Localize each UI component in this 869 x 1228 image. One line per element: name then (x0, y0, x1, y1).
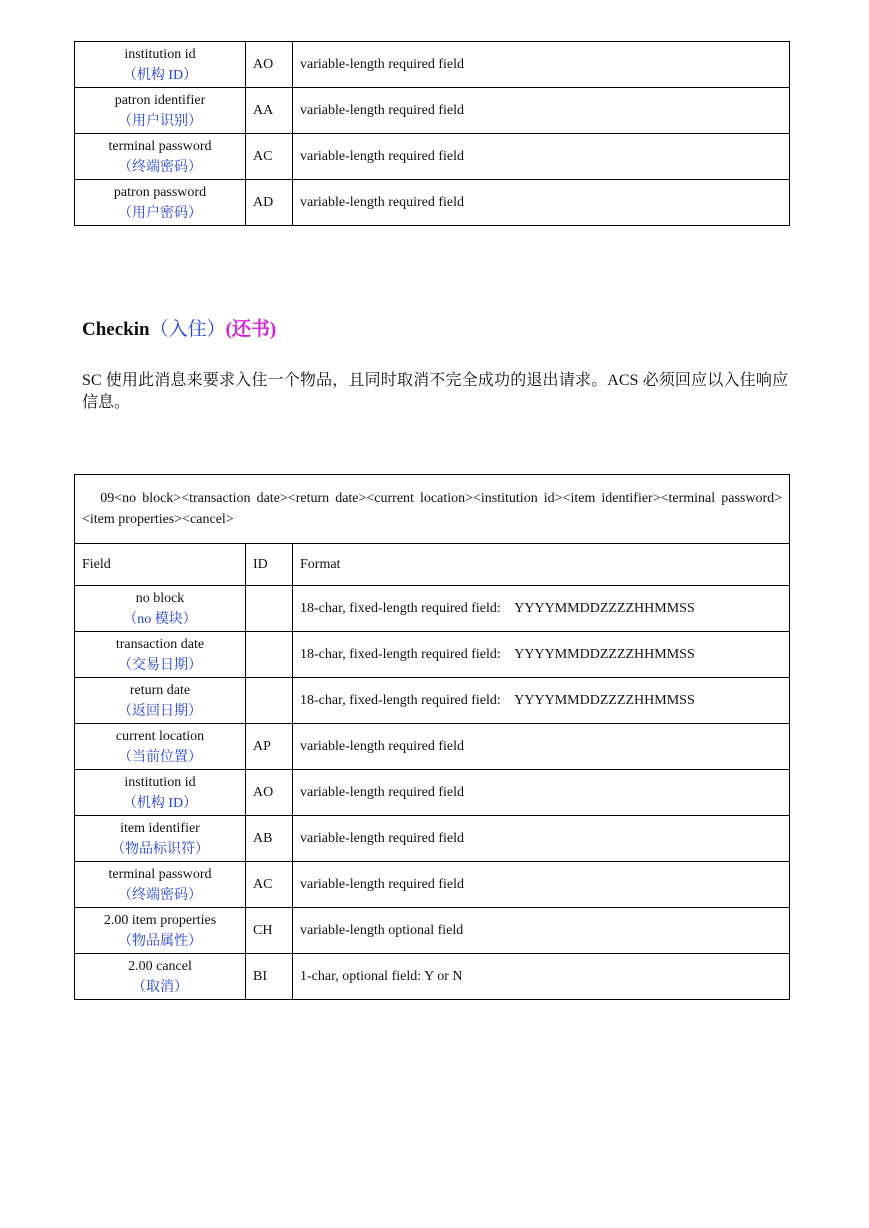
field-name-zh: （物品标识符） (111, 841, 209, 857)
id-cell: AB (246, 816, 293, 862)
field-cell (75, 724, 246, 770)
format-cell: variable-length required field (293, 724, 790, 770)
table-row (75, 134, 790, 180)
field-name-zh: （机构 ID） (122, 67, 198, 83)
field-name-zh: （用户密码） (118, 205, 202, 221)
field-name-zh: （机构 ID） (122, 795, 198, 811)
id-cell: AO (246, 42, 293, 88)
table-row (75, 586, 790, 632)
field-cell (75, 770, 246, 816)
format-cell: variable-length required field (293, 42, 790, 88)
format-cell: variable-length required field (293, 134, 790, 180)
id-cell: AD (246, 180, 293, 226)
field-name-zh: （返回日期） (118, 703, 202, 719)
field-name: patron password (113, 184, 207, 200)
format-cell: variable-length required field (293, 770, 790, 816)
header-format: Format (293, 544, 790, 586)
id-cell: AC (246, 134, 293, 180)
field-cell (75, 42, 246, 88)
table-row (75, 632, 790, 678)
format-cell: variable-length required field (293, 816, 790, 862)
id-cell: AO (246, 770, 293, 816)
format-cell: variable-length required field (293, 88, 790, 134)
section-title-en: Checkin (82, 319, 150, 340)
field-name: terminal password (108, 138, 212, 154)
field-name: return date (129, 682, 191, 698)
field-cell (75, 134, 246, 180)
field-cell (75, 954, 246, 1000)
format-cell: 18-char, fixed-length required field: YYYYMMDDZZZZHHMMSS (293, 678, 790, 724)
section-title-zh-alt: (还书) (225, 319, 277, 340)
id-cell: CH (246, 908, 293, 954)
command-syntax-text: 09<no block><transaction date><return date><current location><institution id><item identifier><terminal password><item properties><cancel> (82, 491, 783, 527)
format-cell: 18-char, fixed-length required field: YYYYMMDDZZZZHHMMSS (293, 586, 790, 632)
field-name: transaction date (115, 636, 205, 652)
field-cell (75, 862, 246, 908)
command-row (75, 475, 790, 544)
field-name-zh: （用户识别） (118, 113, 202, 129)
field-name: patron identifier (114, 92, 206, 108)
field-name-zh: （物品属性） (118, 933, 202, 949)
checkin-fields-table (74, 474, 790, 1000)
table-row (75, 908, 790, 954)
format-cell: 18-char, fixed-length required field: YYYYMMDDZZZZHHMMSS (293, 632, 790, 678)
section-title-zh: （入住） (149, 319, 226, 340)
field-cell (75, 88, 246, 134)
id-cell: AP (246, 724, 293, 770)
table-row (75, 88, 790, 134)
field-cell (75, 908, 246, 954)
format-cell: 1-char, optional field: Y or N (293, 954, 790, 1000)
field-name-zh: （no 模块） (123, 611, 197, 627)
field-name-zh: （终端密码） (118, 887, 202, 903)
id-cell (246, 586, 293, 632)
header-field: Field (75, 544, 246, 586)
format-cell: variable-length optional field (293, 908, 790, 954)
section-title (82, 318, 276, 342)
field-name: no block (135, 590, 185, 606)
field-name: institution id (124, 46, 196, 62)
table-row (75, 816, 790, 862)
field-cell (75, 586, 246, 632)
field-name-zh: （取消） (132, 979, 188, 995)
field-cell (75, 678, 246, 724)
field-name: institution id (124, 774, 196, 790)
field-name-zh: （终端密码） (118, 159, 202, 175)
field-cell (75, 816, 246, 862)
command-syntax (75, 475, 790, 544)
id-cell: BI (246, 954, 293, 1000)
id-cell (246, 678, 293, 724)
table-row (75, 862, 790, 908)
field-name: terminal password (108, 866, 212, 882)
field-name: current location (115, 728, 205, 744)
table-row (75, 42, 790, 88)
section-description: SC 使用此消息来要求入住一个物品，且同时取消不完全成功的退出请求。ACS 必须回应以入住响应信息。 (82, 372, 788, 411)
format-cell: variable-length required field (293, 862, 790, 908)
field-name: 2.00 cancel (128, 958, 192, 974)
table-row (75, 678, 790, 724)
table-row (75, 724, 790, 770)
table-row (75, 180, 790, 226)
header-id: ID (246, 544, 293, 586)
id-cell: AC (246, 862, 293, 908)
header-row (75, 544, 790, 586)
table-row (75, 770, 790, 816)
field-name: 2.00 item properties (103, 912, 217, 928)
patron-fields-table (74, 41, 790, 226)
id-cell (246, 632, 293, 678)
field-cell (75, 180, 246, 226)
field-name-zh: （交易日期） (118, 657, 202, 673)
format-cell: variable-length required field (293, 180, 790, 226)
field-cell (75, 632, 246, 678)
field-name: item identifier (120, 820, 200, 836)
id-cell: AA (246, 88, 293, 134)
field-name-zh: （当前位置） (118, 749, 202, 765)
table-row (75, 954, 790, 1000)
